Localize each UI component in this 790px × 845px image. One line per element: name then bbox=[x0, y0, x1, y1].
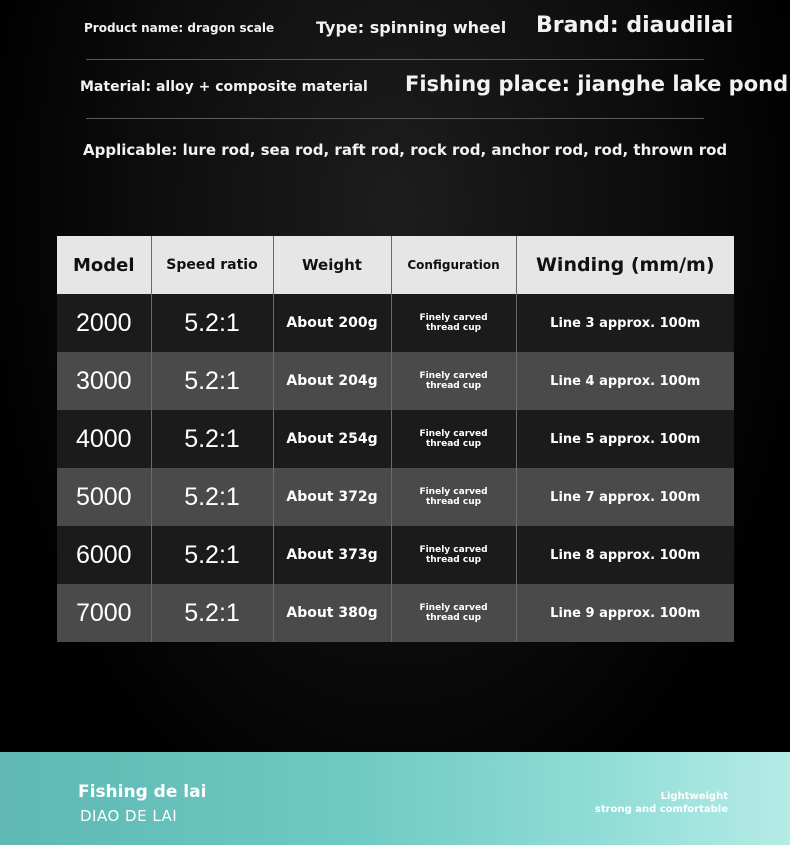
cell-winding: Line 9 approx. 100m bbox=[516, 584, 734, 642]
spec-divider-1 bbox=[86, 59, 704, 60]
cell-configuration bbox=[391, 294, 516, 352]
cell-winding: Line 4 approx. 100m bbox=[516, 352, 734, 410]
footer-subtitle: DIAO DE LAI bbox=[80, 807, 178, 825]
config-line-2: thread cup bbox=[425, 439, 482, 449]
header-model: Model bbox=[57, 236, 151, 294]
config-line-1: Finely carved bbox=[419, 429, 488, 439]
config-line-1: Finely carved bbox=[419, 371, 488, 381]
spec-product-name: Product name: dragon scale bbox=[84, 21, 275, 35]
cell-weight: About 204g bbox=[273, 352, 391, 410]
cell-speed-ratio: 5.2:1 bbox=[151, 410, 273, 468]
footer-banner bbox=[0, 752, 790, 845]
cell-configuration bbox=[391, 468, 516, 526]
spec-type: Type: spinning wheel bbox=[316, 18, 507, 37]
cell-model: 2000 bbox=[57, 294, 151, 352]
table-row bbox=[57, 294, 734, 352]
cell-winding: Line 8 approx. 100m bbox=[516, 526, 734, 584]
config-line-2: thread cup bbox=[425, 323, 482, 333]
spec-applicable: Applicable: lure rod, sea rod, raft rod, rock rod, anchor rod, rod, thrown rod bbox=[83, 141, 728, 159]
footer-brand: Fishing de lai bbox=[78, 782, 207, 802]
config-line-2: thread cup bbox=[425, 555, 482, 565]
cell-weight: About 254g bbox=[273, 410, 391, 468]
config-line-1: Finely carved bbox=[419, 487, 488, 497]
cell-weight: About 372g bbox=[273, 468, 391, 526]
cell-winding: Line 3 approx. 100m bbox=[516, 294, 734, 352]
spec-table bbox=[57, 236, 734, 642]
cell-configuration bbox=[391, 526, 516, 584]
table-row bbox=[57, 584, 734, 642]
cell-model: 3000 bbox=[57, 352, 151, 410]
cell-model: 5000 bbox=[57, 468, 151, 526]
cell-winding: Line 5 approx. 100m bbox=[516, 410, 734, 468]
cell-configuration bbox=[391, 584, 516, 642]
header-speed-ratio: Speed ratio bbox=[151, 236, 273, 294]
header-winding: Winding (mm/m) bbox=[516, 236, 734, 294]
footer-tagline-line-1: Lightweight bbox=[660, 791, 728, 802]
config-line-2: thread cup bbox=[425, 381, 482, 391]
footer-tagline bbox=[595, 790, 728, 816]
spec-brand: Brand: diaudilai bbox=[536, 13, 734, 38]
cell-speed-ratio: 5.2:1 bbox=[151, 584, 273, 642]
cell-weight: About 200g bbox=[273, 294, 391, 352]
footer-tagline-line-2: strong and comfortable bbox=[594, 804, 728, 815]
config-line-2: thread cup bbox=[425, 613, 482, 623]
cell-speed-ratio: 5.2:1 bbox=[151, 352, 273, 410]
table-row bbox=[57, 410, 734, 468]
spec-divider-2 bbox=[86, 118, 704, 119]
table-row bbox=[57, 526, 734, 584]
cell-weight: About 373g bbox=[273, 526, 391, 584]
cell-weight: About 380g bbox=[273, 584, 391, 642]
table-header-row bbox=[57, 236, 734, 294]
cell-speed-ratio: 5.2:1 bbox=[151, 526, 273, 584]
spec-fishing-place: Fishing place: jianghe lake pond bbox=[405, 72, 789, 96]
cell-speed-ratio: 5.2:1 bbox=[151, 468, 273, 526]
cell-model: 4000 bbox=[57, 410, 151, 468]
cell-model: 6000 bbox=[57, 526, 151, 584]
cell-speed-ratio: 5.2:1 bbox=[151, 294, 273, 352]
header-weight: Weight bbox=[273, 236, 391, 294]
config-line-2: thread cup bbox=[425, 497, 482, 507]
table-row bbox=[57, 468, 734, 526]
cell-configuration bbox=[391, 352, 516, 410]
config-line-1: Finely carved bbox=[419, 603, 488, 613]
config-line-1: Finely carved bbox=[419, 545, 488, 555]
cell-configuration bbox=[391, 410, 516, 468]
spec-material: Material: alloy + composite material bbox=[80, 79, 368, 95]
table-row bbox=[57, 352, 734, 410]
config-line-1: Finely carved bbox=[419, 313, 488, 323]
cell-winding: Line 7 approx. 100m bbox=[516, 468, 734, 526]
header-configuration: Configuration bbox=[391, 236, 516, 294]
cell-model: 7000 bbox=[57, 584, 151, 642]
